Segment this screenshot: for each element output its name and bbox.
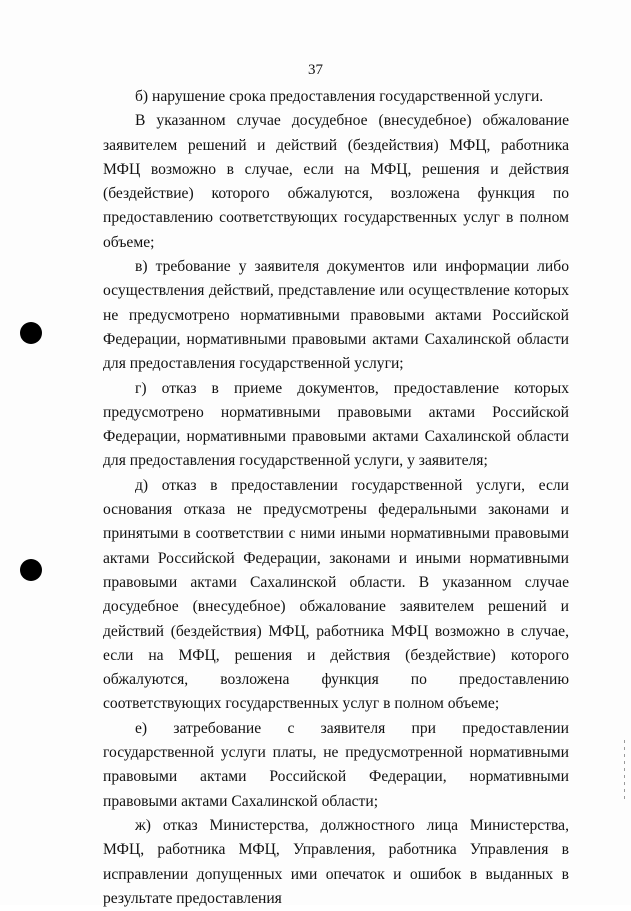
- paragraph-b: б) нарушение срока предоставления государственной услуги.: [135, 88, 544, 105]
- paragraph-b-note: В указанном случае досудебное (внесудебное) обжалование заявителем решений и действий (бездействия) МФЦ, работника МФЦ возможно в случае, если на МФЦ, решения и действия (бездействие) которого обжалуются, возложена функция по предоставлению соответствующих государственных услуг в полном объеме;: [103, 112, 569, 251]
- document-body: [103, 85, 569, 911]
- paragraph-d: д) отказ в предоставлении государственной услуги, если основания отказа не предусмотрены федеральными законами и принятыми в соответствии с ними иными нормативными правовыми актами Российской Федерации, законами и иными нормативными правовыми актами Сахалинской области. В указанном случае досудебное (внесудебное) обжалование заявителем решений и действий (бездействия) МФЦ, работника МФЦ возможно в случае, если на МФЦ, решения и действия (бездействие) которого обжалуются, возложена функция по предоставлению соответствующих государственных услуг в полном объеме;: [103, 476, 569, 713]
- paragraph-v: в) требование у заявителя документов или информации либо осуществления действий, представление или осуществление которых не предусмотрено нормативными правовыми актами Российской Федерации, нормативными правовыми актами Сахалинской области для предоставления государственной услуги;: [103, 258, 569, 373]
- paragraph-zh: ж) отказ Министерства, должностного лица Министерства, МФЦ, работника МФЦ, Управления, работника Управления в исправлении допущенных ими опечаток и ошибок в выданных в результате предоставления: [103, 816, 569, 907]
- scan-edge-mark: [624, 740, 625, 800]
- page-number: 37: [308, 62, 323, 78]
- paragraph-g: г) отказ в приеме документов, предоставление которых предусмотрено нормативными правовыми актами Российской Федерации, нормативными правовыми актами Сахалинской области для предоставления государственной услуги, у заявителя;: [103, 379, 569, 470]
- punch-hole-icon: [20, 322, 42, 344]
- paragraph-e: е) затребование с заявителя при предоставлении государственной услуги платы, не предусмотренной нормативными правовыми актами Российской Федерации, нормативными правовыми актами Сахалинской области;: [103, 719, 569, 810]
- punch-hole-icon: [20, 559, 42, 581]
